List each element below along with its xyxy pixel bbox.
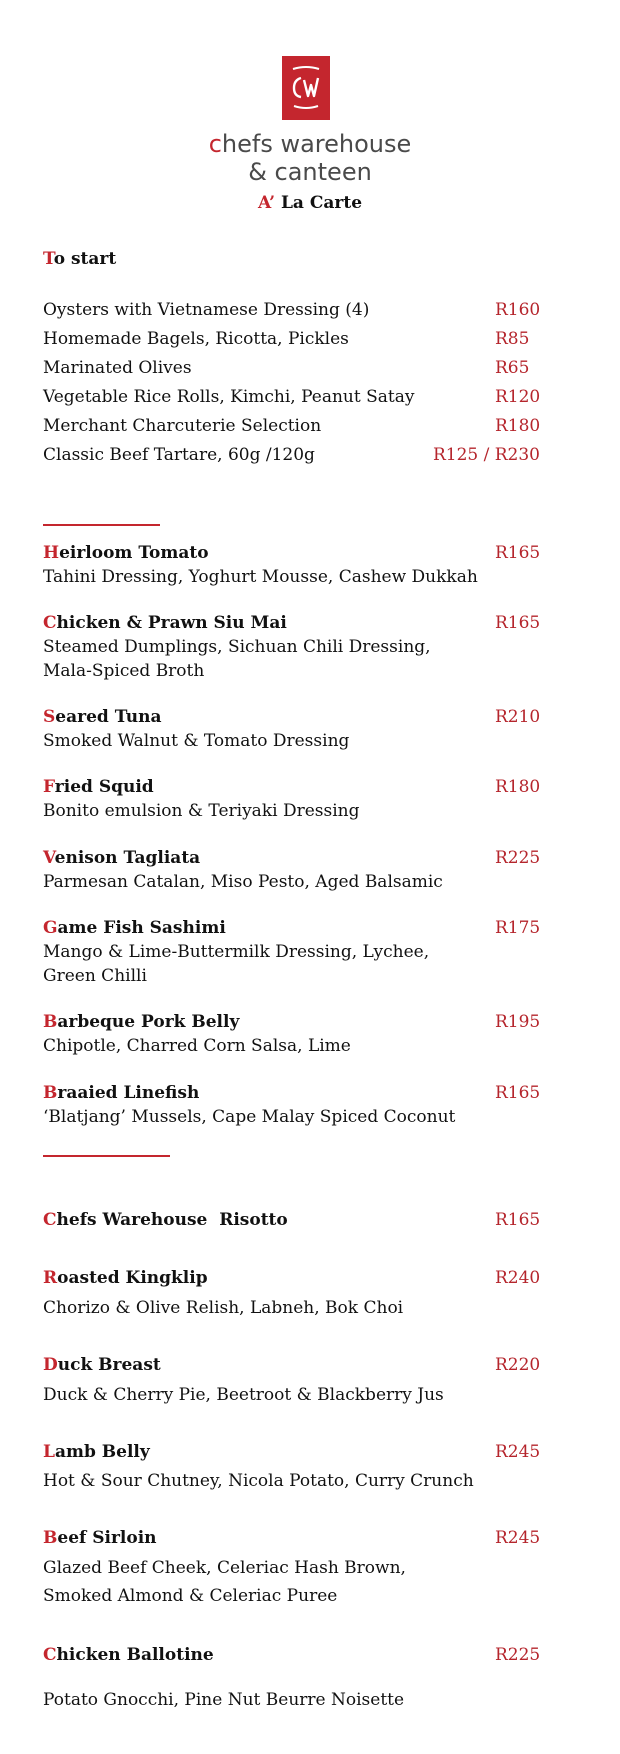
- starter-item: Oysters with Vietnamese Dressing (4) R160: [43, 300, 541, 320]
- chefs-warehouse-logo: [282, 56, 330, 120]
- brand-name-line1: chefs warehouse: [208, 130, 412, 158]
- section-heading-to-start: To start: [43, 249, 117, 269]
- brand-name-line2: & canteen: [248, 158, 372, 186]
- section-divider: [43, 1155, 170, 1157]
- starter-item: Classic Beef Tartare, 60g /120g R125 / R230: [43, 445, 540, 465]
- starter-item: Homemade Bagels, Ricotta, Pickles R85: [43, 329, 530, 349]
- starter-item: Merchant Charcuterie Selection R180: [43, 416, 541, 436]
- starter-item: Vegetable Rice Rolls, Kimchi, Peanut Satay R120: [43, 387, 541, 407]
- section-divider: [43, 524, 160, 526]
- menu-page: chefs warehouse & canteen A’ La Carte To start Oysters with Vietnamese Dressing (4) R160 Homemade Bagels, Ricotta, Pickles R85 Marinated Olives R65 Vegetable Rice Rolls, Kimchi, Peanut Satay R120 Merchant Charcuterie Selection R180 Classic Beef Tartare, 60g /120g R125 / R230 Heirloom Tomato R165 Tahini Dressing, Yoghurt Mousse, Cashew Dukkah Chicken & Prawn Siu Mai R165 Steamed Dumplings, Sichuan Chili Dressing, Mala-Spiced Broth Seared Tuna R210 Smoked Walnut & Tomato Dressing Fried Squid R180 Bonito emulsion & Teriyaki Dressing Venison Tagliata R225 Parmesan Catalan, Miso Pesto, Aged Balsamic Game Fish Sashimi R175 Mango & Lime-Buttermilk Dressing, Lychee, Green Chilli Barbeque Pork Belly R195 Chipotle, Charred Corn Salsa, Lime Braaied Linefish R165 ‘Blatjang’ Mussels, Cape Malay Spiced Coconut Chefs Warehouse Risotto R165 Roasted Kingklip R240 Chorizo & Olive Relish, Labneh, Bok Choi Duck Breast R220 Duck & Cherry Pie, Beetroot & Blackberry Jus Lamb Belly R245 Hot & Sour Chutney, Nicola Potato, Curry Crunch Beef Sirloin R245 Glazed Beef Cheek, Celeriac Hash Brown, Smoked Almond & Celeriac Puree Chicken Ballotine R225 Potato Gnocchi, Pine Nut Beurre Noisette: [0, 0, 620, 1754]
- starter-item: Marinated Olives R65: [43, 358, 530, 378]
- menu-subtitle: A’ La Carte: [257, 193, 363, 213]
